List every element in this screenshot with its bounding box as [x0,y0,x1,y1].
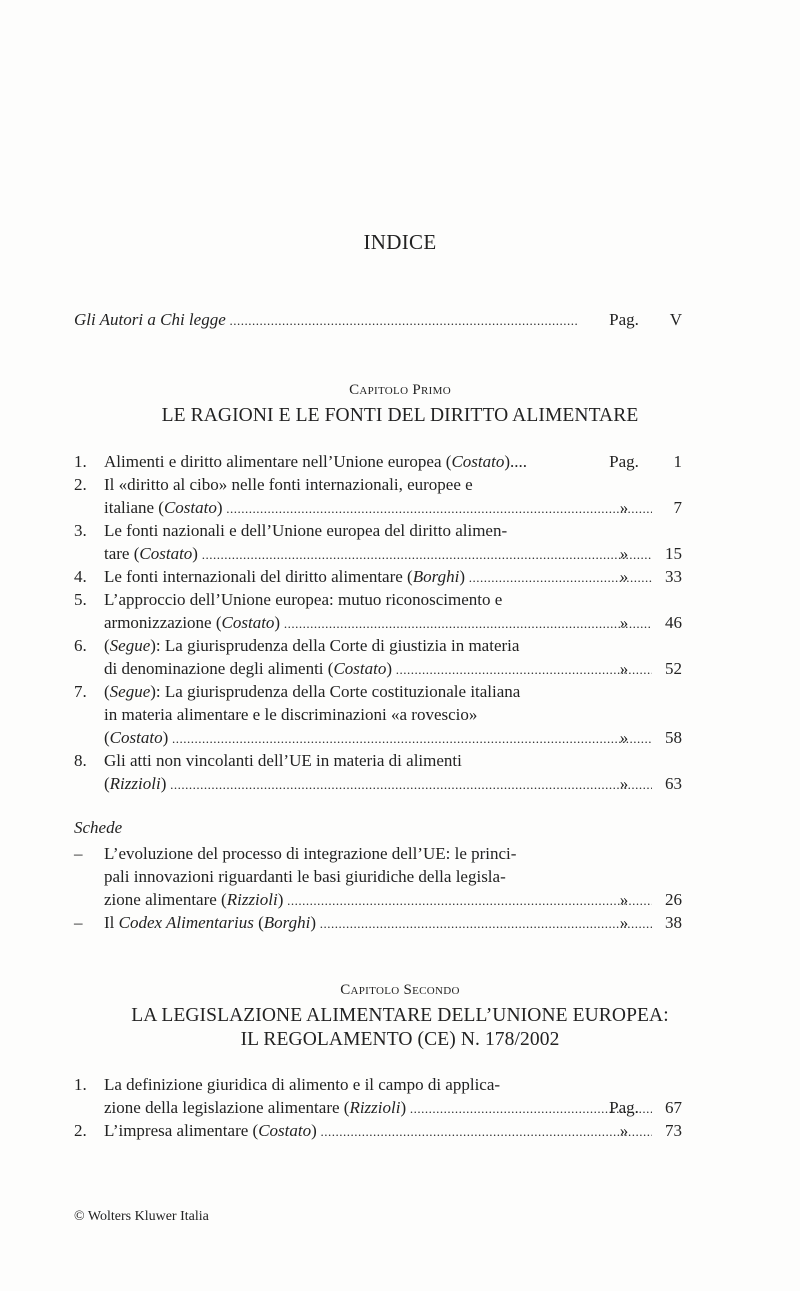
entry-number: 7. [74,682,87,701]
scheda-entry-cont[interactable] [74,865,684,888]
chapter-title-line1: LA LEGISLAZIONE ALIMENTARE DELL’UNIONE EUROPEA: [131,1005,669,1026]
chapter-title: LE RAGIONI E LE FONTI DEL DIRITTO ALIMENTARE [161,405,639,426]
entry-text: Il Codex Alimentarius (Borghi) ..... [104,911,652,935]
toc-entry[interactable] [74,473,684,496]
entry-text: pali innovazioni riguardanti le basi giuridiche della legisla- [104,867,506,886]
toc-entry[interactable] [74,519,684,542]
page-label: » [619,659,629,678]
author: Costato [221,613,275,632]
copyright-footer: © Wolters Kluwer Italia [74,1209,209,1224]
entry-number: 1. [74,1075,87,1094]
page-label: Pag. [609,452,639,471]
toc-entry-intro[interactable] [74,308,684,331]
page-title: INDICE [363,230,437,254]
toc-entry[interactable] [74,1073,684,1096]
toc-entry[interactable] [74,450,684,473]
author: Costato [163,498,217,517]
toc-entry-cont[interactable] [74,496,684,519]
entry-number: 4. [74,567,87,586]
chapter-label: Capitolo Primo [349,382,451,398]
entry-text: Alimenti e diritto alimentare nell’Unione europea (Costato).... [104,452,528,471]
author: Rizzioli [226,890,278,909]
toc-entry[interactable] [74,565,684,588]
dash-bullet: – [74,844,83,863]
page-label: » [619,890,629,909]
toc-entry-cont[interactable] [74,611,684,634]
author: Costato [333,659,387,678]
page-label: » [619,613,629,632]
toc-entry-cont[interactable] [74,703,684,726]
entry-text: italiane (Costato) ..... [104,496,652,520]
scheda-entry[interactable] [74,911,684,934]
toc-entry[interactable] [74,680,684,703]
intro-title: Gli Autori a Chi legge [74,310,226,329]
author: Costato [451,452,505,471]
page-number: 15 [665,544,682,563]
toc-entry[interactable] [74,634,684,657]
page-label: » [619,728,629,747]
page-label: Pag. [609,310,639,329]
toc-entry-cont[interactable] [74,726,684,749]
page-number: 38 [665,913,682,932]
author: Rizzioli [349,1098,401,1117]
entry-number: 1. [74,452,87,471]
toc-entry-cont[interactable] [74,772,684,795]
entry-number: 3. [74,521,87,540]
entry-text: in materia alimentare e le discriminazioni «a rovescio» [104,705,478,724]
page-label: » [619,774,629,793]
toc-entry[interactable] [74,749,684,772]
page-number: 63 [665,774,682,793]
entry-number: 5. [74,590,87,609]
page-label: » [619,567,629,586]
entry-text: (Segue): La giurisprudenza della Corte costituzionale italiana [104,682,521,701]
toc-entry-cont[interactable] [74,657,684,680]
author: Borghi [263,913,311,932]
entry-text: (Rizzioli) ..... [104,772,652,796]
entry-text: Gli atti non vincolanti dell’UE in materia di alimenti [104,751,462,770]
entry-text: (Segue): La giurisprudenza della Corte di giustizia in materia [104,636,520,655]
author: Costato [139,544,193,563]
author: Rizzioli [109,774,161,793]
entry-number: 2. [74,475,87,494]
entry-number: 2. [74,1121,87,1140]
page-number: 58 [665,728,682,747]
page-number: 46 [665,613,682,632]
entry-number: 8. [74,751,87,770]
toc-entry[interactable] [74,1119,684,1142]
page-number: 67 [665,1098,682,1117]
segue-label: Segue [109,636,151,655]
page-number: 73 [665,1121,682,1140]
toc-entry-cont[interactable] [74,1096,684,1119]
chapter-label: Capitolo Secondo [340,982,460,998]
segue-label: Segue [109,682,151,701]
entry-text: zione della legislazione alimentare (Rizzioli) ..... [104,1096,652,1120]
page-label: » [619,544,629,563]
entry-text: La definizione giuridica di alimento e il campo di applica- [104,1075,501,1094]
entry-text: armonizzazione (Costato) ..... [104,611,652,635]
page-number: 1 [673,452,682,471]
page-number: 33 [665,567,682,586]
toc-entry-cont[interactable] [74,542,684,565]
entry-text: L’approccio dell’Unione europea: mutuo riconoscimento e [104,590,503,609]
entry-number: 6. [74,636,87,655]
work-title: Codex Alimentarius [118,913,254,932]
page-number: 7 [673,498,682,517]
toc-entry[interactable] [74,588,684,611]
entry-text: L’impresa alimentare (Costato) ..... [104,1119,652,1143]
entry-text: Le fonti internazionali del diritto alimentare (Borghi) ..... [104,565,652,589]
chapter-title-line2: IL REGOLAMENTO (CE) N. 178/2002 [240,1029,560,1050]
page-label: Pag. [609,1098,639,1117]
entry-text: tare (Costato) ..... [104,542,652,566]
entry-text: di denominazione degli alimenti (Costato) ..... [104,657,652,681]
page-number: 26 [665,890,682,909]
entry-text: Le fonti nazionali e dell’Unione europea del diritto alimen- [104,521,508,540]
entry-text: zione alimentare (Rizzioli) ..... [104,888,652,912]
page-label: » [619,913,629,932]
scheda-entry[interactable] [74,842,684,865]
page-label: » [619,1121,629,1140]
author: Borghi [412,567,460,586]
schede-heading: Schede [74,818,123,837]
page-number: V [669,310,682,329]
entry-text [74,308,579,332]
author: Costato [258,1121,312,1140]
scheda-entry-cont[interactable] [74,888,684,911]
page-label: » [619,498,629,517]
entry-text: (Costato) ..... [104,726,652,750]
page-number: 52 [665,659,682,678]
dash-bullet: – [74,913,83,932]
author: Costato [109,728,163,747]
entry-text: Il «diritto al cibo» nelle fonti internazionali, europee e [104,475,473,494]
entry-text: L’evoluzione del processo di integrazione dell’UE: le princi- [104,844,517,863]
